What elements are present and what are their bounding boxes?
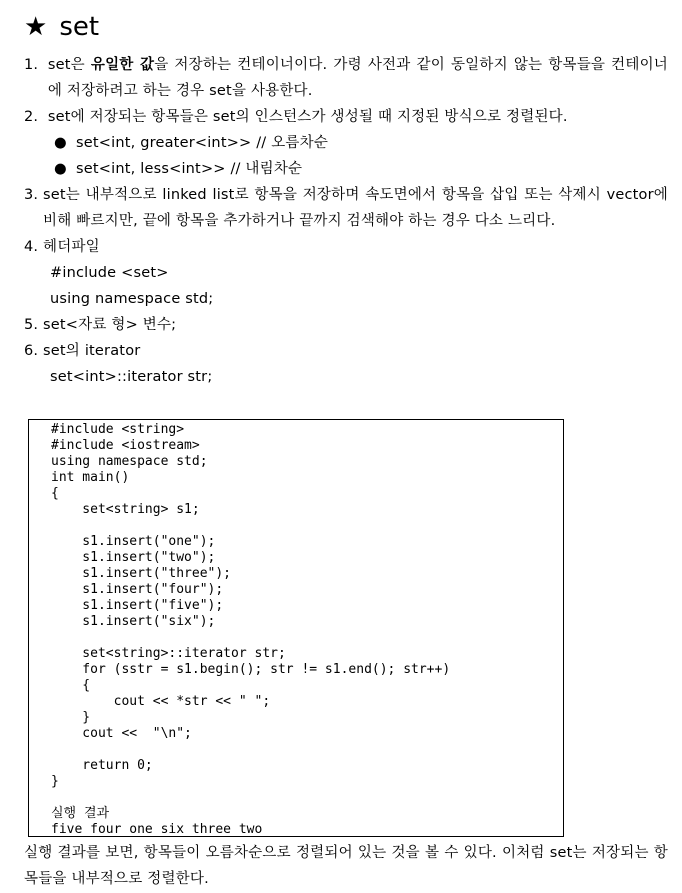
emphasis-text: 유일한 값 — [90, 57, 155, 73]
list-item-3 — [24, 182, 668, 234]
code-snippet-iterator: set<int>::iterator str; — [50, 369, 213, 385]
code-block: #include <string> #include <iostream> using namespace std; int main() { set<string> s1; s1.insert("one"); s1.insert("two"); s1.insert("three"); s1.insert("four"); s1.insert("five"); s1.insert("six"); set<string>::iterator str; for (sstr = s1.begin(); str != s1.end(); str++) { cout << *str << " "; } cout << "\n"; return 0; } 실행 결과 five four one six three two — [51, 422, 451, 837]
item-number: 3. — [24, 187, 44, 203]
item-number: 2. — [24, 109, 48, 125]
item-text — [48, 52, 668, 104]
item-number: 6. — [24, 343, 44, 359]
bullet-item-2 — [24, 156, 668, 182]
bullet-text: set<int, greater<int>> // 오름차순 — [76, 135, 329, 151]
bullet-item-1 — [24, 130, 668, 156]
bullet-icon: ● — [54, 135, 67, 151]
list-item-6 — [24, 338, 668, 364]
code-snippet-include: #include <set> — [50, 265, 169, 281]
list-item-5 — [24, 312, 668, 338]
title-text: set — [59, 12, 100, 42]
item-text: set는 내부적으로 linked list로 항목을 저장하며 속도면에서 항목을 삽입 또는 삭제시 vector에 비해 빠르지만, 끝에 항목을 추가하거나 끝까지 검색해야 하는 경우 다소 느리다. — [43, 187, 668, 229]
item-text-part: 을 저장하는 컨테이너이다. 가령 사전과 같이 동일하지 않는 항목들을 컨테이너에 저장하려고 하는 경우 set을 사용한다. — [47, 57, 668, 99]
item-text: set에 저장되는 항목들은 set의 인스턴스가 생성될 때 지정된 방식으로 정렬된다. — [47, 109, 568, 125]
bullet-icon: ● — [54, 161, 67, 177]
item-text: set<자료 형> 변수; — [43, 317, 177, 333]
code-snippet-namespace: using namespace std; — [50, 291, 214, 307]
item-text-part: set은 — [47, 57, 91, 73]
closing-paragraph: 실행 결과를 보면, 항목들이 오름차순으로 정렬되어 있는 것을 볼 수 있다. 이처럼 set는 저장되는 항목들을 내부적으로 정렬한다. — [24, 845, 668, 887]
list-item-1 — [24, 52, 668, 104]
code-example-box — [28, 419, 564, 837]
bullet-text: set<int, less<int>> // 내림차순 — [76, 161, 303, 177]
page-title — [24, 10, 99, 44]
item-number: 1. — [24, 57, 48, 73]
item-list — [24, 52, 668, 390]
list-item-2 — [24, 104, 668, 130]
item-text: 헤더파일 — [43, 239, 100, 255]
item-number: 4. — [24, 239, 44, 255]
list-item-4 — [24, 234, 668, 260]
item-number: 5. — [24, 317, 44, 333]
item-text: set의 iterator — [43, 343, 141, 359]
star-icon: ★ — [24, 12, 48, 42]
